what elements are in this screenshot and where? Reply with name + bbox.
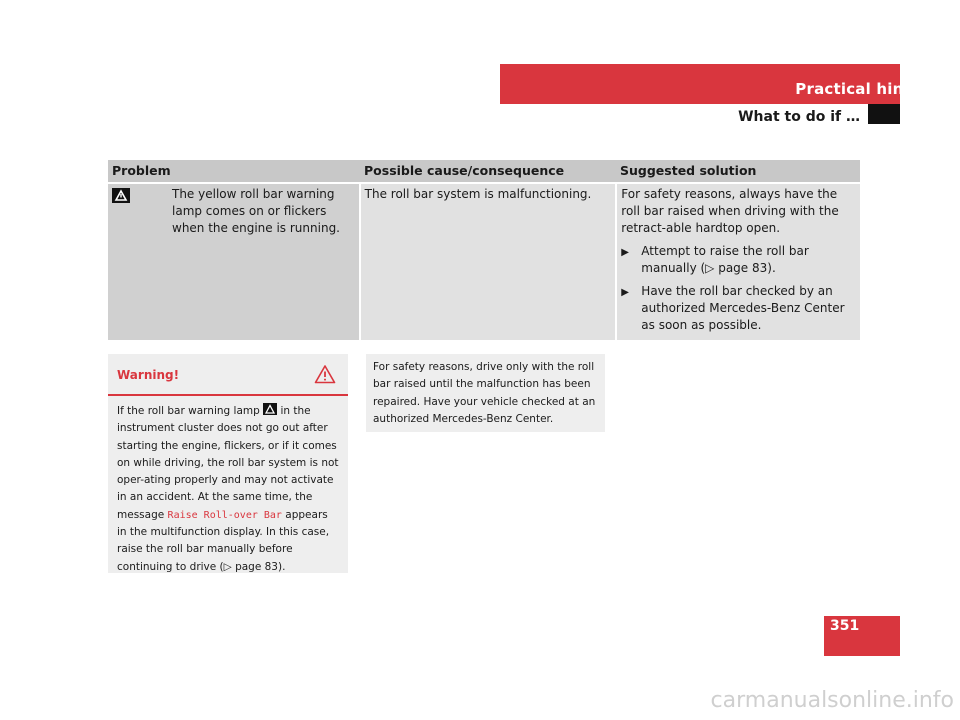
column-header-cause: Possible cause/consequence <box>364 163 565 178</box>
solution-step-text: Have the roll bar checked by an authorized Mercedes-Benz Center as soon as possible. <box>641 284 845 332</box>
section-title: Practical hints <box>795 80 920 98</box>
solution-cell <box>617 184 860 340</box>
roll-bar-warning-icon <box>263 403 277 415</box>
note-box: For safety reasons, drive only with the roll bar raised until the malfunction has been repaired. Have your vehicle checked at an authorized Mercedes-Benz Center. <box>366 354 605 432</box>
warning-triangle-icon <box>314 364 336 388</box>
table-row <box>108 184 860 340</box>
solution-step <box>621 243 856 277</box>
warning-text <box>108 396 348 576</box>
warning-text-part: appears in the multifunction display. In this case, raise the roll bar manually before continuing to drive (▷ page 83). <box>117 508 330 573</box>
warning-box <box>108 354 348 573</box>
column-header-problem: Problem <box>112 163 171 178</box>
page-number-tab <box>824 616 900 656</box>
problem-text: The yellow roll bar warning lamp comes on or flickers when the engine is running. <box>172 187 340 235</box>
solution-intro: For safety reasons, always have the roll bar raised when driving with the retract-able hardtop open. <box>621 187 839 235</box>
roll-bar-warning-icon <box>112 188 130 203</box>
subsection-title: What to do if … <box>738 109 860 125</box>
display-message: Raise Roll-over Bar <box>167 509 282 521</box>
column-header-solution: Suggested solution <box>620 163 757 178</box>
problem-symbol <box>112 186 172 338</box>
solution-step-text: Attempt to raise the roll bar manually (▷ page 83). <box>641 244 809 275</box>
troubleshooting-table <box>108 160 860 340</box>
arrow-bullet-icon: ▶ <box>621 247 629 258</box>
warning-header <box>108 354 348 396</box>
watermark: carmanualsonline.info <box>710 688 954 713</box>
table-header-row <box>108 160 860 182</box>
arrow-bullet-icon: ▶ <box>621 287 629 298</box>
problem-cell <box>108 184 359 340</box>
warning-text-part: in the instrument cluster does not go out after starting the engine, flickers, or if it comes on while driving, the roll bar system is not oper-ating properly and may not activate in an accident. At the same time, the message <box>117 405 339 521</box>
header-tab-marker <box>868 104 900 124</box>
warning-text-part: If the roll bar warning lamp <box>117 405 260 417</box>
solution-step <box>621 283 856 334</box>
cause-cell: The roll bar system is malfunctioning. <box>361 184 616 340</box>
page-number: 351 <box>830 618 860 634</box>
warning-title: Warning! <box>117 368 180 382</box>
